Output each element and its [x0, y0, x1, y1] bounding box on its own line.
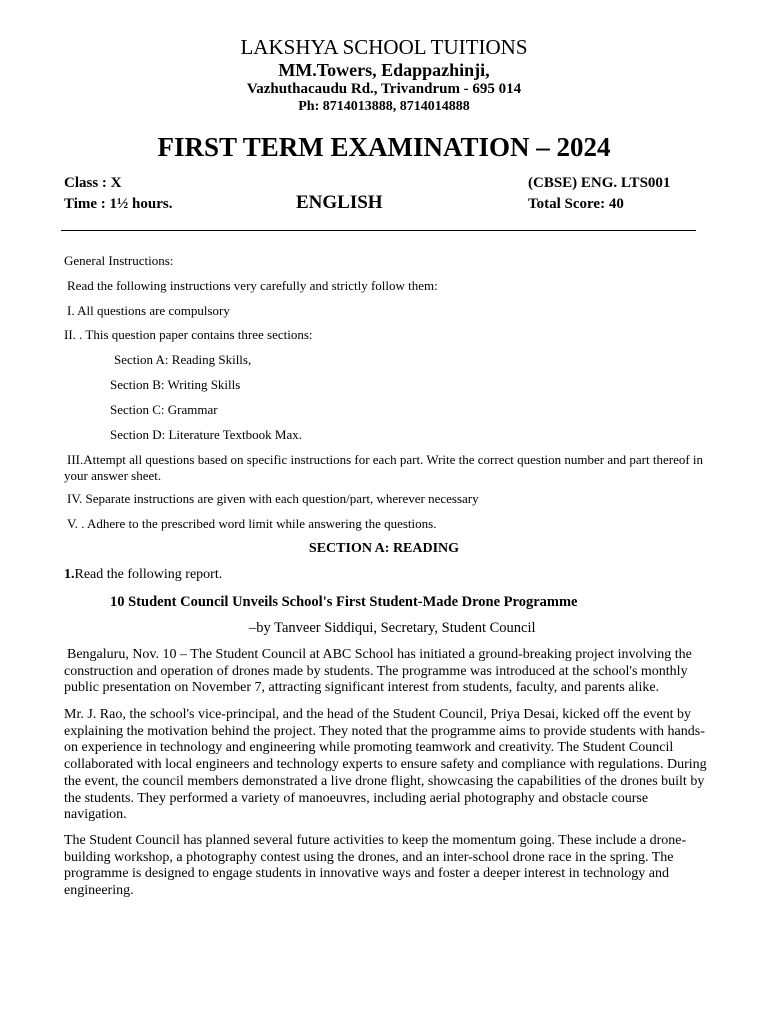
header-divider	[61, 230, 696, 231]
school-name: LAKSHYA SCHOOL TUITIONS	[240, 35, 528, 59]
address-line-2: Vazhuthacaudu Rd., Trivandrum - 695 014	[246, 81, 522, 97]
question-1	[64, 567, 222, 583]
exam-title: FIRST TERM EXAMINATION – 2024	[157, 132, 611, 162]
paper-code: (CBSE) ENG. LTS001	[528, 175, 671, 191]
section-list-item: Section D: Literature Textbook Max.	[110, 427, 302, 442]
total-score: Total Score: 40	[528, 196, 624, 212]
section-list-item: Section C: Grammar	[110, 402, 218, 417]
question-number: 1.	[64, 567, 75, 582]
question-text: Read the following report.	[74, 567, 223, 582]
report-paragraph: Bengaluru, Nov. 10 – The Student Council at ABC School has initiated a ground-breaking project involving the construction and operation of drones made by students. The programme was introduced at the school's monthly public presentation on November 7, attracting significant interest from students, faculty, and parents alike.	[64, 647, 692, 696]
instruction-item: IV. Separate instructions are given with each question/part, wherever necessary	[67, 491, 479, 506]
instruction-item: III.Attempt all questions based on specific instructions for each part. Write the correct question number and part thereof in your answer sheet.	[64, 452, 704, 483]
section-a-title: SECTION A: READING	[308, 541, 460, 556]
address-line-1: MM.Towers, Edappazhinji,	[278, 60, 490, 80]
instruction-item: II. . This question paper contains three sections:	[64, 327, 313, 342]
report-title: 10 Student Council Unveils School's First Student-Made Drone Programme	[110, 594, 578, 610]
report-byline: –by Tanveer Siddiqui, Secretary, Student Council	[249, 620, 536, 636]
instructions-intro: Read the following instructions very carefully and strictly follow them:	[67, 278, 438, 293]
time-label: Time : 1½ hours.	[64, 196, 173, 212]
report-paragraph: The Student Council has planned several future activities to keep the momentum going. These include a drone-building workshop, a photography contest using the drones, and an inter-school drone race in the spring. The programme is designed to engage students in innovative ways and foster a deeper interest in technology and engineering.	[64, 833, 687, 899]
section-list-item: Section A: Reading Skills,	[114, 352, 252, 367]
class-label: Class : X	[64, 175, 122, 191]
instruction-item: I. All questions are compulsory	[67, 303, 230, 318]
subject-title: ENGLISH	[296, 192, 383, 213]
phone-numbers: Ph: 8714013888, 8714014888	[298, 99, 470, 114]
instruction-item: V. . Adhere to the prescribed word limit while answering the questions.	[67, 516, 437, 531]
instructions-heading: General Instructions:	[64, 253, 174, 268]
report-paragraph: Mr. J. Rao, the school's vice-principal, and the head of the Student Council, Priya Desai, kicked off the event by explaining the motivation behind the project. They noted that the programme aims to provide students with hands-on experience in technology and engineering while promoting teamwork and creativity. The Student Council collaborated with local engineers and technology experts to ensure safety and compliance with regulations. During the event, the council members demonstrated a live drone flight, showcasing the capabilities of the drones built by the students. They performed a variety of manoeuvres, including aerial photography and obstacle course navigation.	[64, 707, 707, 823]
section-list-item: Section B: Writing Skills	[110, 377, 241, 392]
